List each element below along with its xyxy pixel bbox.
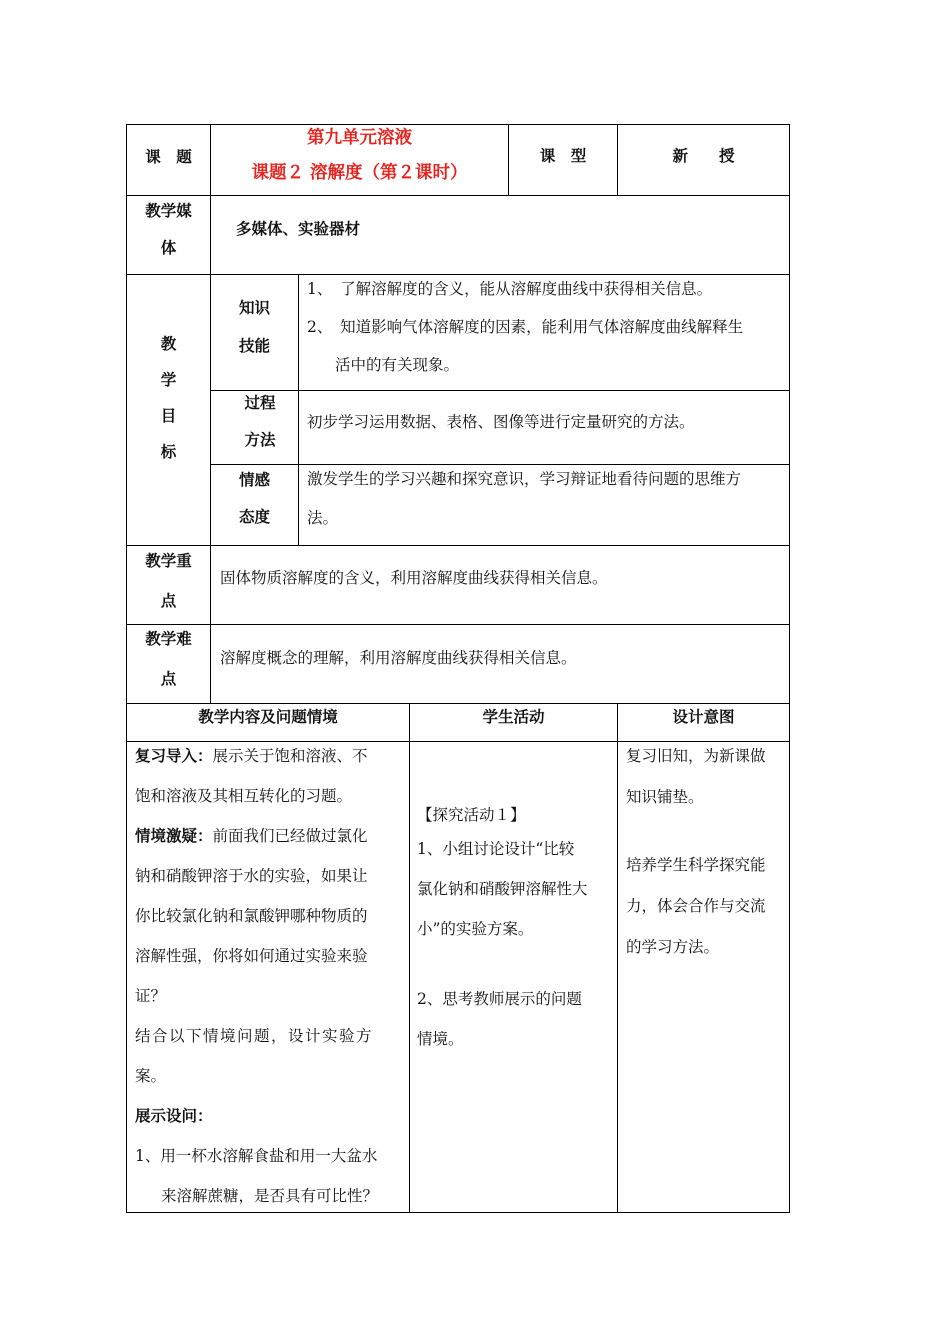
situation-label: 情境激疑： [135, 827, 213, 845]
knowledge-label-line: 知识 [238, 299, 270, 317]
col-divider [617, 703, 618, 1213]
activity-line: 氯化钠和硝酸钾溶解性大 [417, 880, 588, 898]
activity-line: 2、思考教师展示的问题 [417, 990, 582, 1008]
design-line: 力，体会合作与交流 [626, 897, 766, 915]
review-line [135, 736, 405, 776]
student-column [417, 795, 615, 1059]
design-line: 的学习方法。 [626, 938, 720, 956]
row-divider [126, 545, 790, 546]
objectives-char: 学 [160, 371, 177, 389]
media-value: 多媒体、实验器材 [236, 220, 361, 238]
situation-text: 前面我们已经做过氯化 [212, 827, 368, 845]
lesson-type-value: 新 授 [672, 147, 735, 165]
design-column [626, 736, 788, 968]
design-line: 培养学生科学探究能 [626, 856, 766, 874]
unit-title: 第九单元溶液 [307, 128, 412, 148]
objectives-char: 教 [160, 335, 177, 353]
activity-line: 1、小组讨论设计“比较 [417, 840, 575, 858]
emotion-text [307, 460, 787, 538]
review-line: 饱和溶液及其相互转化的习题。 [135, 787, 353, 805]
key-point-text: 固体物质溶解度的含义，利用溶解度曲线获得相关信息。 [220, 569, 608, 587]
review-text: 展示关于饱和溶液、不 [212, 747, 368, 765]
design-line: 知识铺垫。 [626, 788, 704, 806]
topic-label: 课 题 [145, 148, 192, 166]
table-border-right [789, 124, 790, 1213]
difficulty-label [127, 619, 210, 699]
emotion-line: 法。 [307, 509, 339, 527]
question-line-cont: 来溶解蔗糖，是否具有可比性？ [161, 1187, 379, 1205]
difficulty-label-line: 教学难 [145, 630, 192, 648]
row-divider [126, 624, 790, 625]
knowledge-label [211, 289, 298, 365]
combine-line: 结合以下情境问题，设计实验方 [135, 1027, 374, 1045]
knowledge-text [307, 270, 787, 384]
col-divider [409, 703, 410, 1213]
key-point-label [127, 541, 210, 621]
show-label: 展示设问： [135, 1107, 213, 1125]
emotion-label-line: 态度 [238, 508, 270, 526]
design-line: 复习旧知，为新课做 [626, 747, 766, 765]
key-point-label-line: 点 [160, 592, 177, 610]
process-label [211, 385, 309, 459]
media-label [127, 193, 210, 267]
activity-title: 【探究活动１】 [417, 806, 526, 824]
situation-line: 钠和硝酸钾溶于水的实验，如果让 [135, 867, 368, 885]
content-column [135, 736, 405, 1216]
knowledge-label-line: 技能 [238, 337, 270, 355]
key-point-label-line: 教学重 [145, 552, 192, 570]
process-text: 初步学习运用数据、表格、图像等进行定量研究的方法。 [307, 413, 695, 431]
knowledge-item: 1、 了解溶解度的含义，能从溶解度曲线中获得相关信息。 [307, 280, 713, 298]
process-label-line: 方法 [244, 431, 276, 449]
knowledge-item-cont: 活中的有关现象。 [335, 356, 460, 374]
knowledge-item: 2、 知道影响气体溶解度的因素，能利用气体溶解度曲线解释生 [307, 318, 744, 336]
emotion-label-line: 情感 [238, 471, 270, 489]
difficulty-label-line: 点 [160, 670, 177, 688]
lesson-type-label: 课 型 [539, 147, 587, 165]
review-label: 复习导入： [135, 747, 213, 765]
process-label-line: 过程 [244, 394, 276, 412]
activity-line: 小”的实验方案。 [417, 920, 534, 938]
question-line: 1、用一杯水溶解食盐和用一大盆水 [135, 1147, 378, 1165]
column-header-design: 设计意图 [672, 708, 735, 726]
emotion-line: 激发学生的学习兴趣和探究意识，学习辩证地看待问题的思维方 [307, 470, 742, 488]
activity-line: 情境。 [417, 1030, 464, 1048]
lesson-title: 课题２ 溶解度（第２课时） [251, 163, 468, 183]
objectives-char: 标 [160, 443, 177, 461]
situation-line: 你比较氯化钠和氯酸钾哪种物质的 [135, 907, 368, 925]
column-header-student: 学生活动 [482, 708, 545, 726]
situation-line [135, 816, 405, 856]
situation-line: 溶解性强，你将如何通过实验来验 [135, 947, 368, 965]
combine-line: 案。 [135, 1067, 167, 1085]
situation-line: 证？ [135, 987, 167, 1005]
difficulty-text: 溶解度概念的理解，利用溶解度曲线获得相关信息。 [220, 649, 577, 667]
objectives-label [127, 326, 210, 470]
column-header-content: 教学内容及问题情境 [198, 708, 338, 726]
row-divider [126, 195, 790, 196]
media-label-text: 教学媒体 [145, 202, 192, 257]
objectives-char: 目 [160, 407, 177, 425]
emotion-label [211, 462, 298, 536]
